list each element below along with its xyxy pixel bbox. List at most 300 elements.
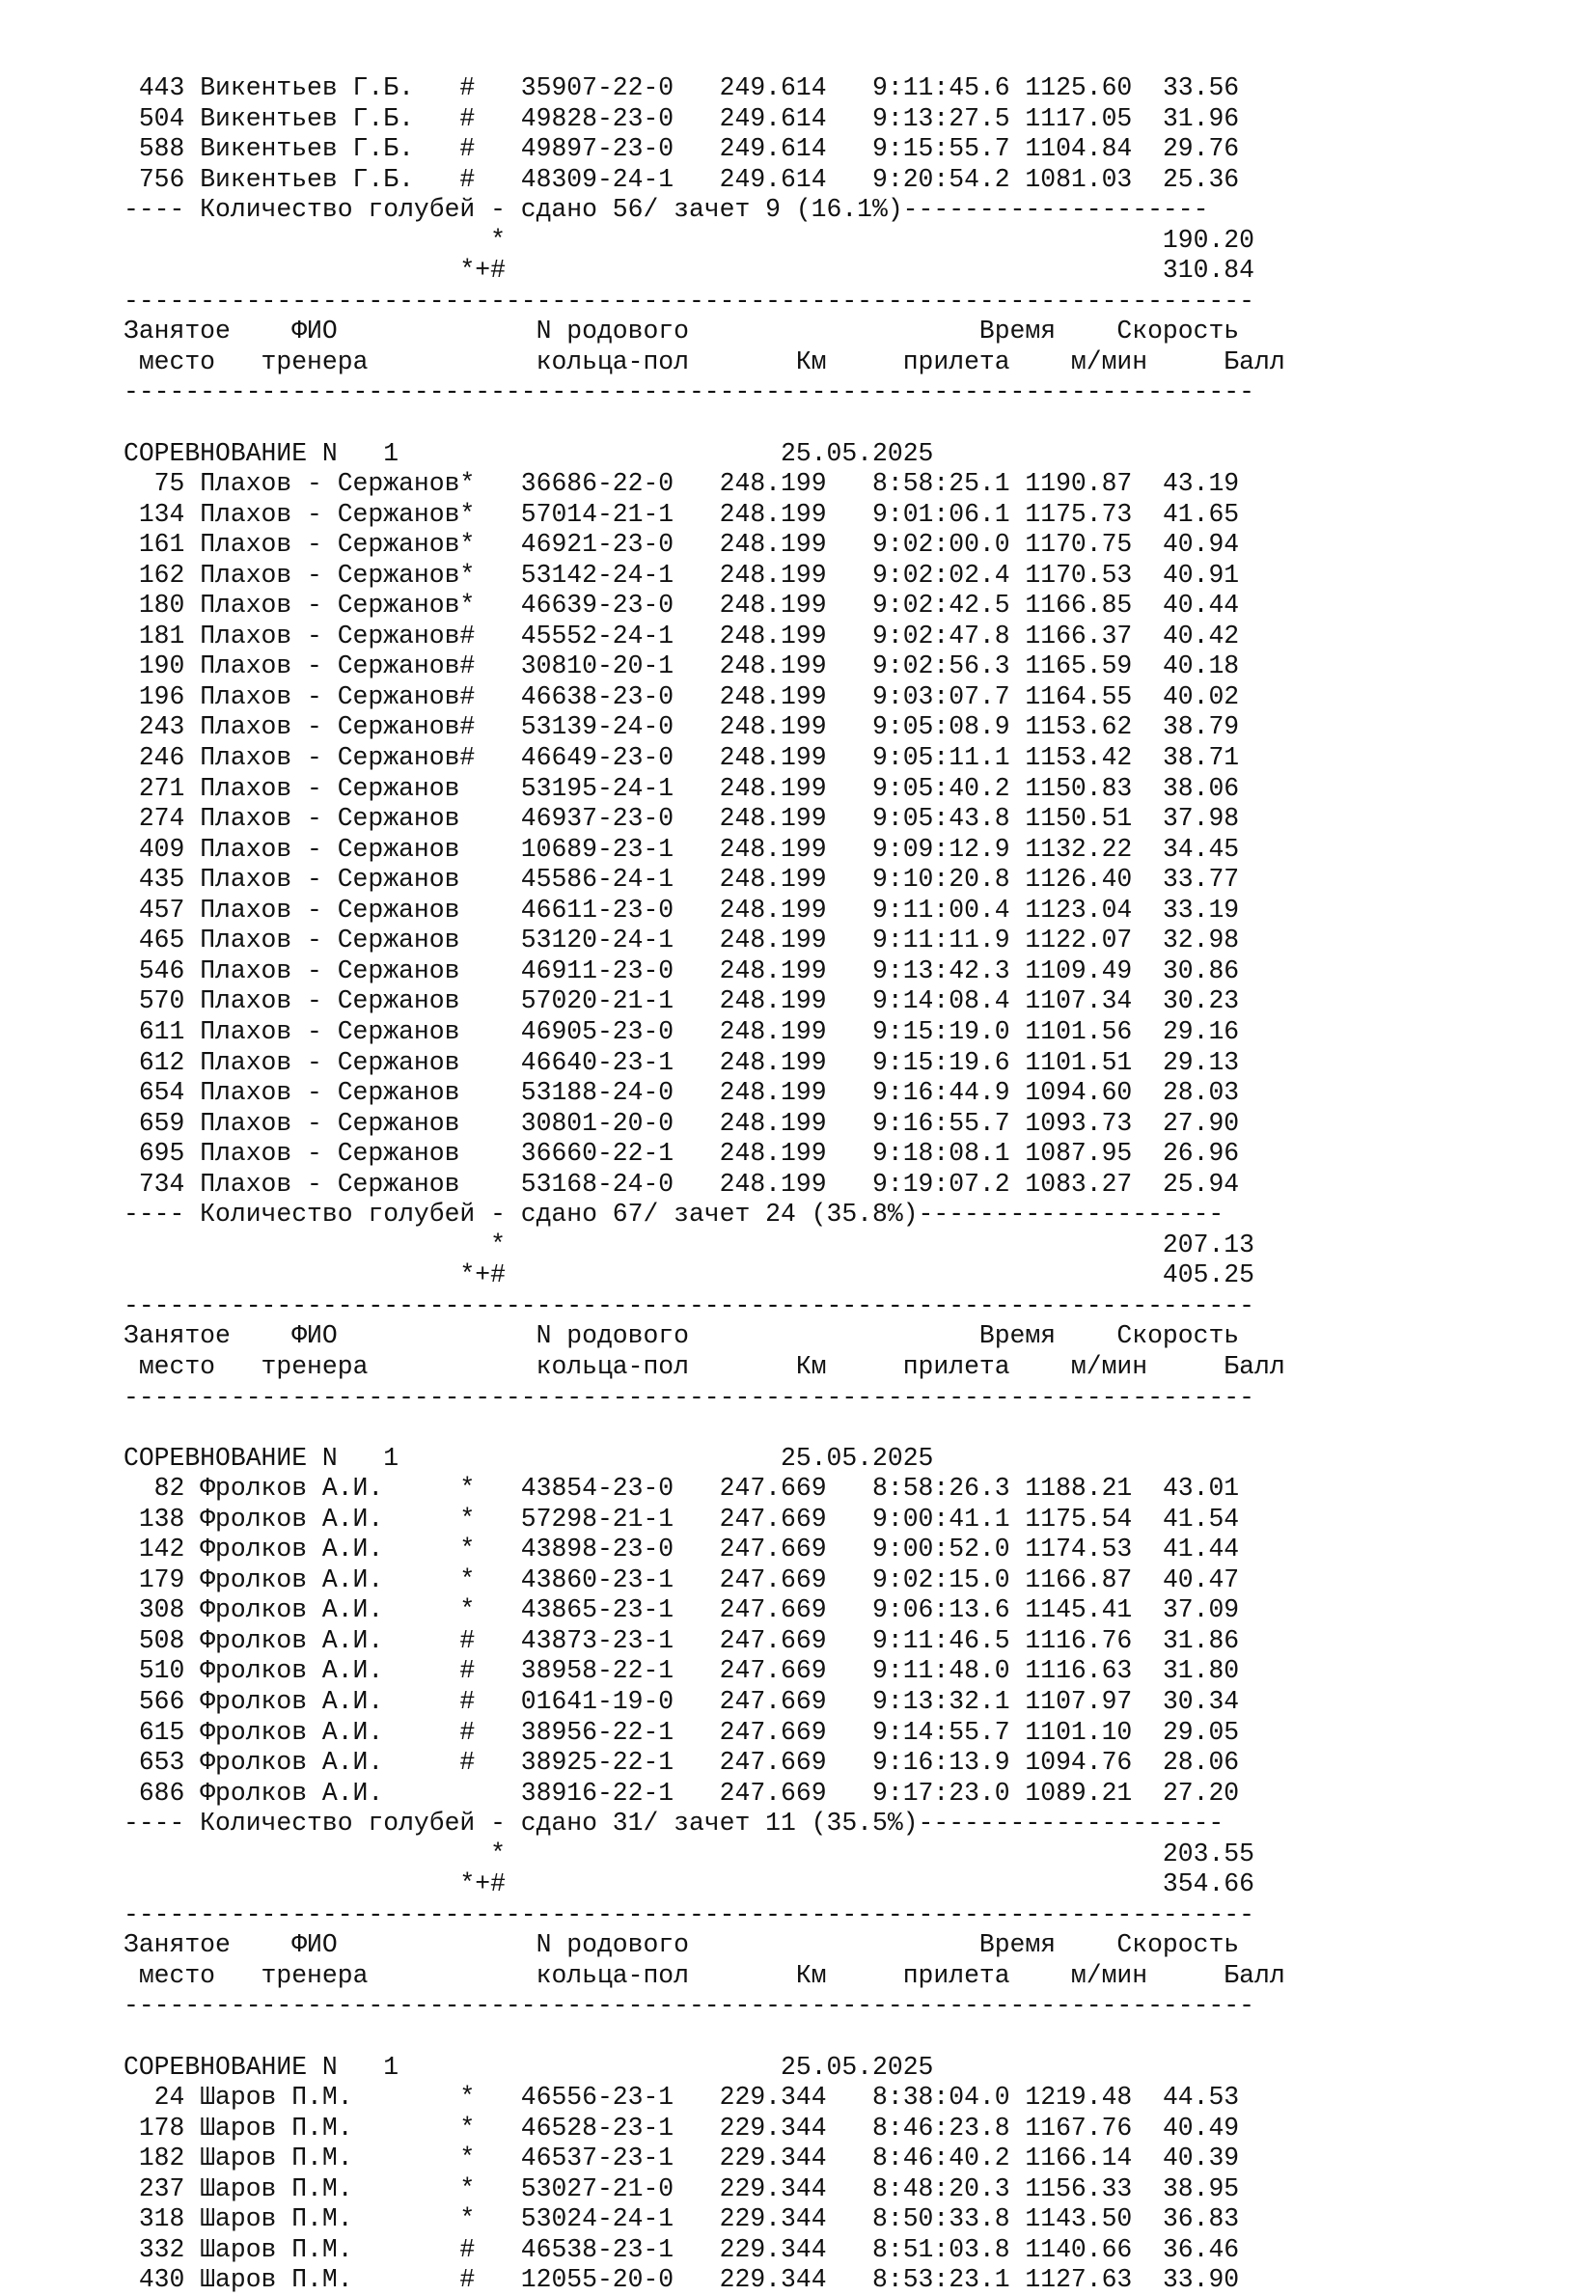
cell-time: 8:46:23.8 <box>826 2113 1010 2143</box>
cell-place: 695 <box>124 1139 201 1169</box>
competition-label: СОРЕВНОВАНИЕ N <box>124 2052 338 2082</box>
table-row <box>124 1656 1285 1687</box>
table-row <box>124 743 1285 774</box>
cell-ring: 43873-23-1 <box>475 1625 674 1655</box>
cell-trainer: Шаров П.М. <box>200 2234 460 2264</box>
cell-km: 249.614 <box>674 73 827 102</box>
cell-place: 653 <box>124 1748 201 1778</box>
cell-mark: * <box>459 1564 476 1594</box>
cell-score: 40.91 <box>1132 560 1240 590</box>
cell-km: 247.669 <box>674 1717 827 1747</box>
cell-place: 570 <box>124 986 201 1016</box>
cell-speed: 1150.51 <box>1009 804 1133 834</box>
cell-time: 9:00:52.0 <box>826 1535 1010 1564</box>
cell-ring: 46911-23-0 <box>475 955 674 985</box>
cell-trainer: Плахов - Сержанов <box>200 895 460 925</box>
total-star-label: * <box>124 1230 506 1259</box>
cell-score: 43.01 <box>1132 1474 1240 1504</box>
cell-speed: 1125.60 <box>1009 73 1133 102</box>
cell-place: 237 <box>124 2173 201 2203</box>
cell-ring: 36686-22-0 <box>475 469 674 499</box>
cell-km: 229.344 <box>674 2144 827 2173</box>
cell-place: 161 <box>124 530 201 560</box>
rule-line: -------------------------------------------------------------------------- <box>124 377 1254 407</box>
cell-mark: # <box>459 2234 476 2264</box>
cell-trainer: Плахов - Сержанов <box>200 1016 460 1046</box>
table-row <box>124 104 1285 135</box>
cell-ring: 48309-24-1 <box>475 164 674 194</box>
table-row <box>124 1139 1285 1170</box>
cell-place: 196 <box>124 681 201 711</box>
cell-mark: * <box>459 2083 476 2113</box>
cell-time: 9:03:07.7 <box>826 681 1010 711</box>
results-printout <box>124 73 1285 2296</box>
table-row <box>124 804 1285 835</box>
cell-trainer: Плахов - Сержанов <box>200 1139 460 1169</box>
cell-time: 8:38:04.0 <box>826 2083 1010 2113</box>
cell-ring: 46639-23-0 <box>475 591 674 621</box>
cell-km: 249.614 <box>674 164 827 194</box>
cell-trainer: Викентьев Г.Б. <box>200 134 460 164</box>
cell-mark <box>459 1139 475 1168</box>
cell-km: 248.199 <box>674 712 827 742</box>
cell-ring: 45552-24-1 <box>475 621 674 650</box>
cell-km: 229.344 <box>674 2265 827 2295</box>
cell-trainer: Шаров П.М. <box>200 2265 460 2295</box>
column-header: Скорость <box>1056 317 1240 346</box>
table-row <box>124 1687 1285 1718</box>
cell-time: 9:17:23.0 <box>826 1778 1010 1808</box>
cell-time: 9:15:19.6 <box>826 1047 1010 1077</box>
rule-line: -------------------------------------------------------------------------- <box>124 1899 1254 1929</box>
table-row <box>124 1017 1285 1048</box>
cell-time: 8:53:23.1 <box>826 2265 1010 2295</box>
cell-km: 248.199 <box>674 1047 827 1077</box>
column-header: Занятое <box>124 1321 231 1351</box>
column-header: Балл <box>1147 1960 1285 1990</box>
column-header-row-2 <box>124 347 1285 378</box>
cell-place: 686 <box>124 1778 201 1808</box>
total-starplus-value: 310.84 <box>505 256 1254 286</box>
cell-place: 24 <box>124 2083 201 2113</box>
cell-ring: 01641-19-0 <box>475 1686 674 1716</box>
cell-score: 30.34 <box>1132 1686 1240 1716</box>
cell-mark: * <box>459 1595 476 1625</box>
cell-score: 37.98 <box>1132 804 1240 834</box>
cell-mark <box>459 1078 475 1107</box>
cell-score: 29.76 <box>1132 134 1240 164</box>
cell-trainer: Плахов - Сержанов <box>200 560 460 590</box>
cell-time: 9:02:02.4 <box>826 560 1010 590</box>
column-header: Время <box>688 1321 1057 1351</box>
table-row <box>124 2114 1285 2144</box>
cell-place: 162 <box>124 560 201 590</box>
table-row <box>124 1626 1285 1657</box>
table-row <box>124 651 1285 682</box>
column-header: место <box>124 1351 216 1381</box>
competition-number: 1 <box>337 2052 399 2082</box>
column-header: кольца-пол <box>368 1351 689 1381</box>
cell-time: 9:13:27.5 <box>826 103 1010 133</box>
column-header: Скорость <box>1056 1930 1240 1960</box>
cell-trainer: Фролков А.И. <box>200 1656 460 1686</box>
cell-ring: 43898-23-0 <box>475 1535 674 1564</box>
cell-speed: 1107.97 <box>1009 1686 1133 1716</box>
cell-ring: 43854-23-0 <box>475 1474 674 1504</box>
cell-score: 41.44 <box>1132 1535 1240 1564</box>
cell-km: 247.669 <box>674 1625 827 1655</box>
cell-mark: # <box>459 1748 476 1778</box>
cell-trainer: Шаров П.М. <box>200 2173 460 2203</box>
cell-mark: * <box>459 560 476 590</box>
cell-km: 247.669 <box>674 1748 827 1778</box>
cell-score: 43.19 <box>1132 469 1240 499</box>
cell-place: 179 <box>124 1564 201 1594</box>
cell-km: 248.199 <box>674 955 827 985</box>
cell-ring: 57298-21-1 <box>475 1504 674 1534</box>
cell-score: 29.13 <box>1132 1047 1240 1077</box>
cell-time: 8:48:20.3 <box>826 2173 1010 2203</box>
table-row <box>124 1779 1285 1810</box>
cell-place: 75 <box>124 469 201 499</box>
cell-ring: 46611-23-0 <box>475 895 674 925</box>
cell-km: 248.199 <box>674 560 827 590</box>
cell-score: 38.06 <box>1132 773 1240 803</box>
cell-place: 546 <box>124 955 201 985</box>
cell-score: 29.05 <box>1132 1717 1240 1747</box>
table-row <box>124 1748 1285 1779</box>
cell-speed: 1116.76 <box>1009 1625 1133 1655</box>
cell-mark <box>459 986 475 1015</box>
competition-label: СОРЕВНОВАНИЕ N <box>124 438 338 468</box>
cell-time: 9:10:20.8 <box>826 865 1010 895</box>
cell-mark: * <box>459 2144 476 2173</box>
cell-mark: # <box>459 1625 476 1655</box>
cell-mark: * <box>459 1474 476 1504</box>
cell-time: 9:11:46.5 <box>826 1625 1010 1655</box>
table-row <box>124 2144 1285 2174</box>
cell-score: 40.47 <box>1132 1564 1240 1594</box>
cell-speed: 1219.48 <box>1009 2083 1133 2113</box>
cell-time: 9:00:41.1 <box>826 1504 1010 1534</box>
cell-speed: 1166.85 <box>1009 591 1133 621</box>
cell-time: 9:13:42.3 <box>826 955 1010 985</box>
cell-trainer: Плахов - Сержанов <box>200 681 460 711</box>
cell-place: 566 <box>124 1686 201 1716</box>
cell-ring: 46640-23-1 <box>475 1047 674 1077</box>
cell-mark <box>459 926 475 954</box>
column-header-row-1 <box>124 317 1285 347</box>
cell-place: 734 <box>124 1169 201 1199</box>
cell-speed: 1087.95 <box>1009 1139 1133 1169</box>
competition-line <box>124 1444 1285 1475</box>
cell-trainer: Шаров П.М. <box>200 2204 460 2234</box>
cell-time: 9:02:56.3 <box>826 651 1010 681</box>
cell-place: 181 <box>124 621 201 650</box>
cell-score: 40.39 <box>1132 2144 1240 2173</box>
cell-mark: # <box>459 1717 476 1747</box>
cell-mark <box>459 774 475 803</box>
cell-speed: 1093.73 <box>1009 1108 1133 1138</box>
column-header: место <box>124 346 216 376</box>
cell-ring: 10689-23-1 <box>475 834 674 864</box>
cell-mark: # <box>459 712 476 742</box>
cell-km: 248.199 <box>674 499 827 529</box>
rule-line: -------------------------------------------------------------------------- <box>124 286 1254 316</box>
cell-km: 229.344 <box>674 2234 827 2264</box>
cell-speed: 1140.66 <box>1009 2234 1133 2264</box>
competition-date: 25.05.2025 <box>399 2052 934 2082</box>
cell-trainer: Шаров П.М. <box>200 2083 460 2113</box>
column-header: место <box>124 1960 216 1990</box>
cell-score: 26.96 <box>1132 1139 1240 1169</box>
cell-score: 31.96 <box>1132 103 1240 133</box>
table-row <box>124 774 1285 805</box>
cell-place: 308 <box>124 1595 201 1625</box>
cell-score: 33.90 <box>1132 2265 1240 2295</box>
cell-score: 41.54 <box>1132 1504 1240 1534</box>
cell-place: 504 <box>124 103 201 133</box>
cell-speed: 1101.10 <box>1009 1717 1133 1747</box>
cell-ring: 43860-23-1 <box>475 1564 674 1594</box>
cell-ring: 46538-23-1 <box>475 2234 674 2264</box>
column-header: Км <box>688 1960 827 1990</box>
cell-trainer: Фролков А.И. <box>200 1625 460 1655</box>
cell-time: 9:16:55.7 <box>826 1108 1010 1138</box>
cell-time: 9:11:48.0 <box>826 1656 1010 1686</box>
cell-place: 508 <box>124 1625 201 1655</box>
column-header: м/мин <box>1009 1960 1148 1990</box>
competition-date: 25.05.2025 <box>399 1443 934 1473</box>
summary-line: ---- Количество голубей - сдано 67/ зачет 24 (35.8%)-------------------- <box>124 1200 1225 1230</box>
cell-trainer: Плахов - Сержанов <box>200 804 460 834</box>
cell-ring: 38916-22-1 <box>475 1778 674 1808</box>
column-header-row-1 <box>124 1930 1285 1961</box>
cell-mark: * <box>459 1535 476 1564</box>
cell-km: 248.199 <box>674 865 827 895</box>
table-row <box>124 1109 1285 1140</box>
cell-speed: 1175.54 <box>1009 1504 1133 1534</box>
cell-trainer: Фролков А.И. <box>200 1595 460 1625</box>
table-row <box>124 1718 1285 1749</box>
cell-time: 9:16:44.9 <box>826 1078 1010 1108</box>
cell-place: 274 <box>124 804 201 834</box>
cell-speed: 1123.04 <box>1009 895 1133 925</box>
cell-place: 82 <box>124 1474 201 1504</box>
cell-trainer: Плахов - Сержанов <box>200 865 460 895</box>
cell-place: 138 <box>124 1504 201 1534</box>
total-star-line <box>124 1231 1285 1261</box>
cell-ring: 35907-22-0 <box>475 73 674 102</box>
cell-place: 246 <box>124 743 201 773</box>
cell-ring: 36660-22-1 <box>475 1139 674 1169</box>
cell-km: 229.344 <box>674 2083 827 2113</box>
cell-score: 31.86 <box>1132 1625 1240 1655</box>
cell-trainer: Плахов - Сержанов <box>200 499 460 529</box>
cell-mark: * <box>459 1504 476 1534</box>
cell-trainer: Плахов - Сержанов <box>200 591 460 621</box>
cell-place: 134 <box>124 499 201 529</box>
column-header: ФИО <box>230 1321 338 1351</box>
cell-speed: 1165.59 <box>1009 651 1133 681</box>
cell-time: 8:50:33.8 <box>826 2204 1010 2234</box>
cell-mark: # <box>459 743 476 773</box>
cell-speed: 1175.73 <box>1009 499 1133 529</box>
cell-mark: * <box>459 499 476 529</box>
cell-speed: 1122.07 <box>1009 926 1133 955</box>
blank-line <box>124 1413 1285 1444</box>
cell-trainer: Фролков А.И. <box>200 1748 460 1778</box>
cell-mark: * <box>459 2204 476 2234</box>
column-header: Время <box>688 1930 1057 1960</box>
competition-number: 1 <box>337 1443 399 1473</box>
cell-mark: # <box>459 164 476 194</box>
cell-km: 249.614 <box>674 134 827 164</box>
cell-km: 248.199 <box>674 530 827 560</box>
cell-place: 510 <box>124 1656 201 1686</box>
cell-ring: 49828-23-0 <box>475 103 674 133</box>
cell-score: 30.23 <box>1132 986 1240 1016</box>
cell-time: 9:19:07.2 <box>826 1169 1010 1199</box>
blank-line <box>124 408 1285 439</box>
cell-km: 248.199 <box>674 1016 827 1046</box>
column-header: тренера <box>215 1960 369 1990</box>
cell-score: 38.79 <box>1132 712 1240 742</box>
table-row <box>124 165 1285 196</box>
cell-ring: 38958-22-1 <box>475 1656 674 1686</box>
cell-mark: # <box>459 73 476 102</box>
cell-place: 443 <box>124 73 201 102</box>
table-row <box>124 1170 1285 1201</box>
cell-score: 33.56 <box>1132 73 1240 102</box>
cell-speed: 1101.51 <box>1009 1047 1133 1077</box>
cell-time: 9:05:11.1 <box>826 743 1010 773</box>
cell-ring: 45586-24-1 <box>475 865 674 895</box>
cell-speed: 1143.50 <box>1009 2204 1133 2234</box>
cell-trainer: Шаров П.М. <box>200 2144 460 2173</box>
cell-time: 9:02:47.8 <box>826 621 1010 650</box>
cell-ring: 46937-23-0 <box>475 804 674 834</box>
cell-time: 9:01:06.1 <box>826 499 1010 529</box>
cell-time: 9:09:12.9 <box>826 834 1010 864</box>
cell-place: 654 <box>124 1078 201 1108</box>
cell-speed: 1126.40 <box>1009 865 1133 895</box>
cell-time: 9:05:40.2 <box>826 773 1010 803</box>
cell-score: 28.06 <box>1132 1748 1240 1778</box>
cell-ring: 46905-23-0 <box>475 1016 674 1046</box>
cell-time: 8:58:26.3 <box>826 1474 1010 1504</box>
cell-km: 248.199 <box>674 621 827 650</box>
cell-ring: 46556-23-1 <box>475 2083 674 2113</box>
table-row <box>124 1565 1285 1596</box>
cell-km: 247.669 <box>674 1504 827 1534</box>
cell-km: 248.199 <box>674 469 827 499</box>
column-header: Занятое <box>124 1930 231 1960</box>
cell-ring: 53120-24-1 <box>475 926 674 955</box>
cell-place: 615 <box>124 1717 201 1747</box>
cell-score: 38.95 <box>1132 2173 1240 2203</box>
cell-time: 9:02:42.5 <box>826 591 1010 621</box>
column-header-row-2 <box>124 1352 1285 1383</box>
rule-line: -------------------------------------------------------------------------- <box>124 1290 1254 1320</box>
cell-time: 9:11:00.4 <box>826 895 1010 925</box>
table-row <box>124 896 1285 927</box>
cell-score: 38.71 <box>1132 743 1240 773</box>
cell-place: 409 <box>124 834 201 864</box>
competition-number: 1 <box>337 438 399 468</box>
column-header: Балл <box>1147 346 1285 376</box>
table-row <box>124 73 1285 104</box>
cell-mark <box>459 1170 475 1199</box>
table-row <box>124 2083 1285 2114</box>
table-row <box>124 956 1285 987</box>
cell-trainer: Плахов - Сержанов <box>200 712 460 742</box>
cell-score: 40.18 <box>1132 651 1240 681</box>
cell-trainer: Фролков А.И. <box>200 1474 460 1504</box>
cell-time: 8:51:03.8 <box>826 2234 1010 2264</box>
column-header: N родового <box>337 1321 689 1351</box>
cell-score: 31.80 <box>1132 1656 1240 1686</box>
cell-km: 248.199 <box>674 651 827 681</box>
column-header: Балл <box>1147 1351 1285 1381</box>
cell-score: 34.45 <box>1132 834 1240 864</box>
table-row <box>124 1505 1285 1535</box>
table-row <box>124 682 1285 713</box>
cell-score: 27.20 <box>1132 1778 1240 1808</box>
summary-line: ---- Количество голубей - сдано 56/ зачет 9 (16.1%)-------------------- <box>124 195 1209 225</box>
cell-speed: 1166.14 <box>1009 2144 1133 2173</box>
cell-km: 248.199 <box>674 591 827 621</box>
cell-speed: 1170.53 <box>1009 560 1133 590</box>
table-row <box>124 1595 1285 1626</box>
cell-trainer: Фролков А.И. <box>200 1686 460 1716</box>
cell-trainer: Плахов - Сержанов <box>200 651 460 681</box>
cell-km: 247.669 <box>674 1778 827 1808</box>
total-starplus-label: *+# <box>124 1869 506 1899</box>
competition-line <box>124 439 1285 470</box>
cell-mark <box>459 1017 475 1046</box>
cell-trainer: Плахов - Сержанов <box>200 469 460 499</box>
cell-trainer: Плахов - Сержанов <box>200 743 460 773</box>
cell-score: 40.02 <box>1132 681 1240 711</box>
cell-place: 612 <box>124 1047 201 1077</box>
cell-trainer: Плахов - Сержанов <box>200 1108 460 1138</box>
table-row <box>124 1078 1285 1109</box>
cell-trainer: Плахов - Сержанов <box>200 1169 460 1199</box>
cell-ring: 53188-24-0 <box>475 1078 674 1108</box>
cell-trainer: Плахов - Сержанов <box>200 530 460 560</box>
cell-km: 247.669 <box>674 1656 827 1686</box>
total-star-label: * <box>124 225 506 255</box>
cell-speed: 1117.05 <box>1009 103 1133 133</box>
cell-score: 25.36 <box>1132 164 1240 194</box>
cell-time: 9:14:08.4 <box>826 986 1010 1016</box>
table-row <box>124 835 1285 866</box>
cell-trainer: Фролков А.И. <box>200 1504 460 1534</box>
cell-time: 8:46:40.2 <box>826 2144 1010 2173</box>
cell-place: 332 <box>124 2234 201 2264</box>
cell-score: 33.19 <box>1132 895 1240 925</box>
table-row <box>124 500 1285 531</box>
cell-score: 33.77 <box>1132 865 1240 895</box>
cell-time: 9:05:43.8 <box>826 804 1010 834</box>
total-star-value: 207.13 <box>505 1230 1254 1259</box>
column-header: м/мин <box>1009 1351 1148 1381</box>
cell-time: 9:18:08.1 <box>826 1139 1010 1169</box>
cell-km: 229.344 <box>674 2113 827 2143</box>
column-header-row-1 <box>124 1321 1285 1352</box>
column-header: прилета <box>826 346 1010 376</box>
